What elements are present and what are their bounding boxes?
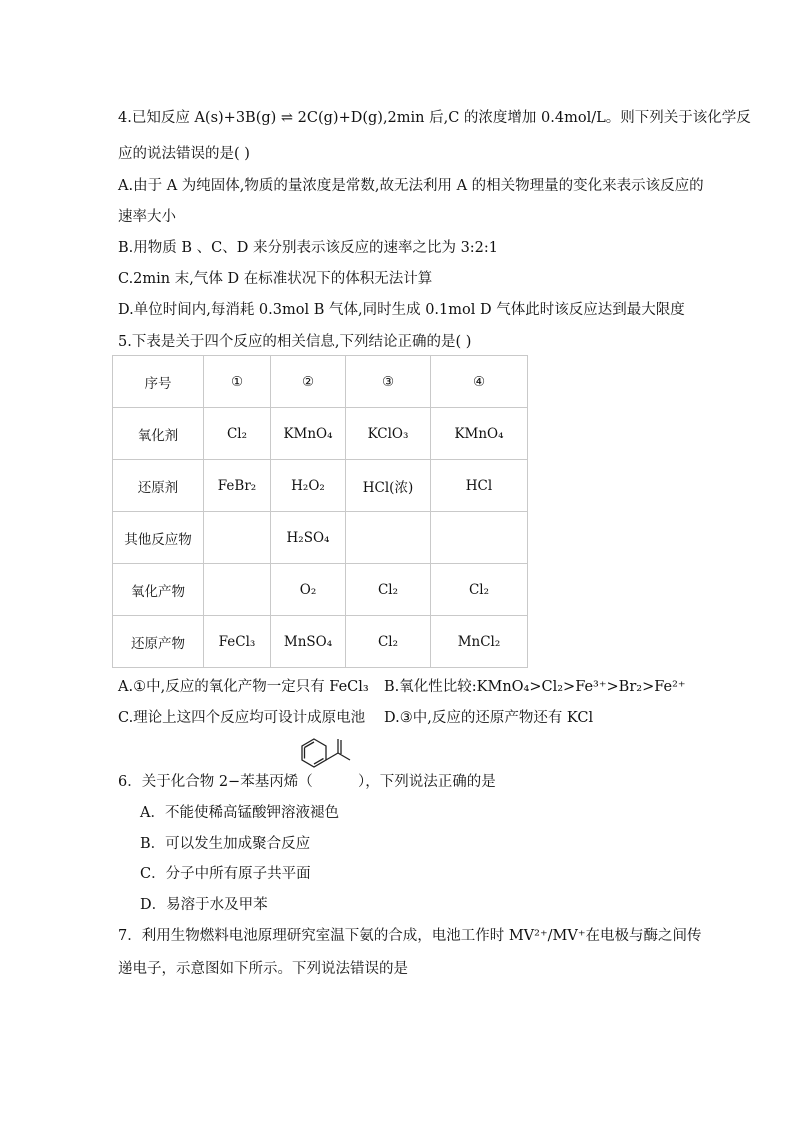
table-cell: HCl (431, 460, 528, 512)
table-cell: 氧化剂 (113, 408, 204, 460)
q5-option-b: B.氧化性比较:KMnO₄>Cl₂>Fe³⁺>Br₂>Fe²⁺ (384, 679, 686, 695)
table-cell: 氧化产物 (113, 564, 204, 616)
table-header-row (113, 356, 528, 408)
table-cell: Cl₂ (431, 564, 528, 616)
table-cell: O₂ (271, 564, 346, 616)
q5-option-c: C.理论上这四个反应均可设计成原电池 (118, 710, 366, 726)
table-cell: ② (271, 356, 346, 408)
table-cell: MnSO₄ (271, 616, 346, 668)
q6-option-c: C．分子中所有原子共平面 (140, 866, 311, 882)
table-cell: MnCl₂ (431, 616, 528, 668)
q4-option-c: C.2min 末,气体 D 在标准状况下的体积无法计算 (118, 271, 433, 287)
q4-option-d: D.单位时间内,每消耗 0.3mol B 气体,同时生成 0.1mol D 气体此时该反应达到最大限度 (118, 302, 685, 318)
q5-option-a: A.①中,反应的氧化产物一定只有 FeCl₃ (118, 679, 369, 695)
phenylpropene-structure-icon (294, 735, 356, 793)
reaction-info-table (112, 355, 528, 668)
q4-stem-line2: 应的说法错误的是( ) (118, 146, 250, 162)
table-row-reduction-product (113, 616, 528, 668)
table-cell: KMnO₄ (431, 408, 528, 460)
table-cell (431, 512, 528, 564)
q6-stem-after: ），下列说法正确的是 (358, 774, 496, 790)
table-cell: H₂O₂ (271, 460, 346, 512)
table-cell (204, 512, 271, 564)
q7-stem-line2: 递电子，示意图如下所示。下列说法错误的是 (118, 961, 408, 977)
table-row-reductant (113, 460, 528, 512)
table-cell: 其他反应物 (113, 512, 204, 564)
q4-option-b: B.用物质 B 、C、D 来分别表示该反应的速率之比为 3:2:1 (118, 240, 499, 256)
table-cell (346, 512, 431, 564)
q4-stem-line1: 4.已知反应 A(s)+3B(g) ⇌ 2C(g)+D(g),2min 后,C 的浓度增加 0.4mol/L。则下列关于该化学反 (118, 110, 751, 126)
table-cell: KClO₃ (346, 408, 431, 460)
q7-stem-line1: 7．利用生物燃料电池原理研究室温下氨的合成，电池工作时 MV²⁺/MV⁺在电极与酶之间传 (118, 928, 702, 944)
table-cell: ④ (431, 356, 528, 408)
table-cell: FeBr₂ (204, 460, 271, 512)
q4-option-a-line1: A.由于 A 为纯固体,物质的量浓度是常数,故无法利用 A 的相关物理量的变化来表示该反应的 (118, 178, 704, 194)
table-cell: 序号 (113, 356, 204, 408)
q5-stem: 5.下表是关于四个反应的相关信息,下列结论正确的是( ) (118, 334, 472, 350)
table-cell: H₂SO₄ (271, 512, 346, 564)
table-row-oxidant (113, 408, 528, 460)
table-cell: HCl(浓) (346, 460, 431, 512)
table-cell: Cl₂ (204, 408, 271, 460)
table-cell: FeCl₃ (204, 616, 271, 668)
table-cell: Cl₂ (346, 564, 431, 616)
table-cell: KMnO₄ (271, 408, 346, 460)
q4-option-a-line2: 速率大小 (118, 209, 176, 225)
table-cell: 还原产物 (113, 616, 204, 668)
q6-option-a: A．不能使稀高锰酸钾溶液褪色 (140, 805, 339, 821)
q6-option-b: B．可以发生加成聚合反应 (140, 836, 311, 852)
table-cell: Cl₂ (346, 616, 431, 668)
table-row-other-reactant (113, 512, 528, 564)
q6-stem-before: 6．关于化合物 2−苯基丙烯（ (118, 774, 313, 790)
table-cell (204, 564, 271, 616)
table-cell: ① (204, 356, 271, 408)
q5-option-d: D.③中,反应的还原产物还有 KCl (384, 710, 594, 726)
q6-option-d: D．易溶于水及甲苯 (140, 897, 268, 913)
table-row-oxidation-product (113, 564, 528, 616)
table-cell: 还原剂 (113, 460, 204, 512)
table-cell: ③ (346, 356, 431, 408)
